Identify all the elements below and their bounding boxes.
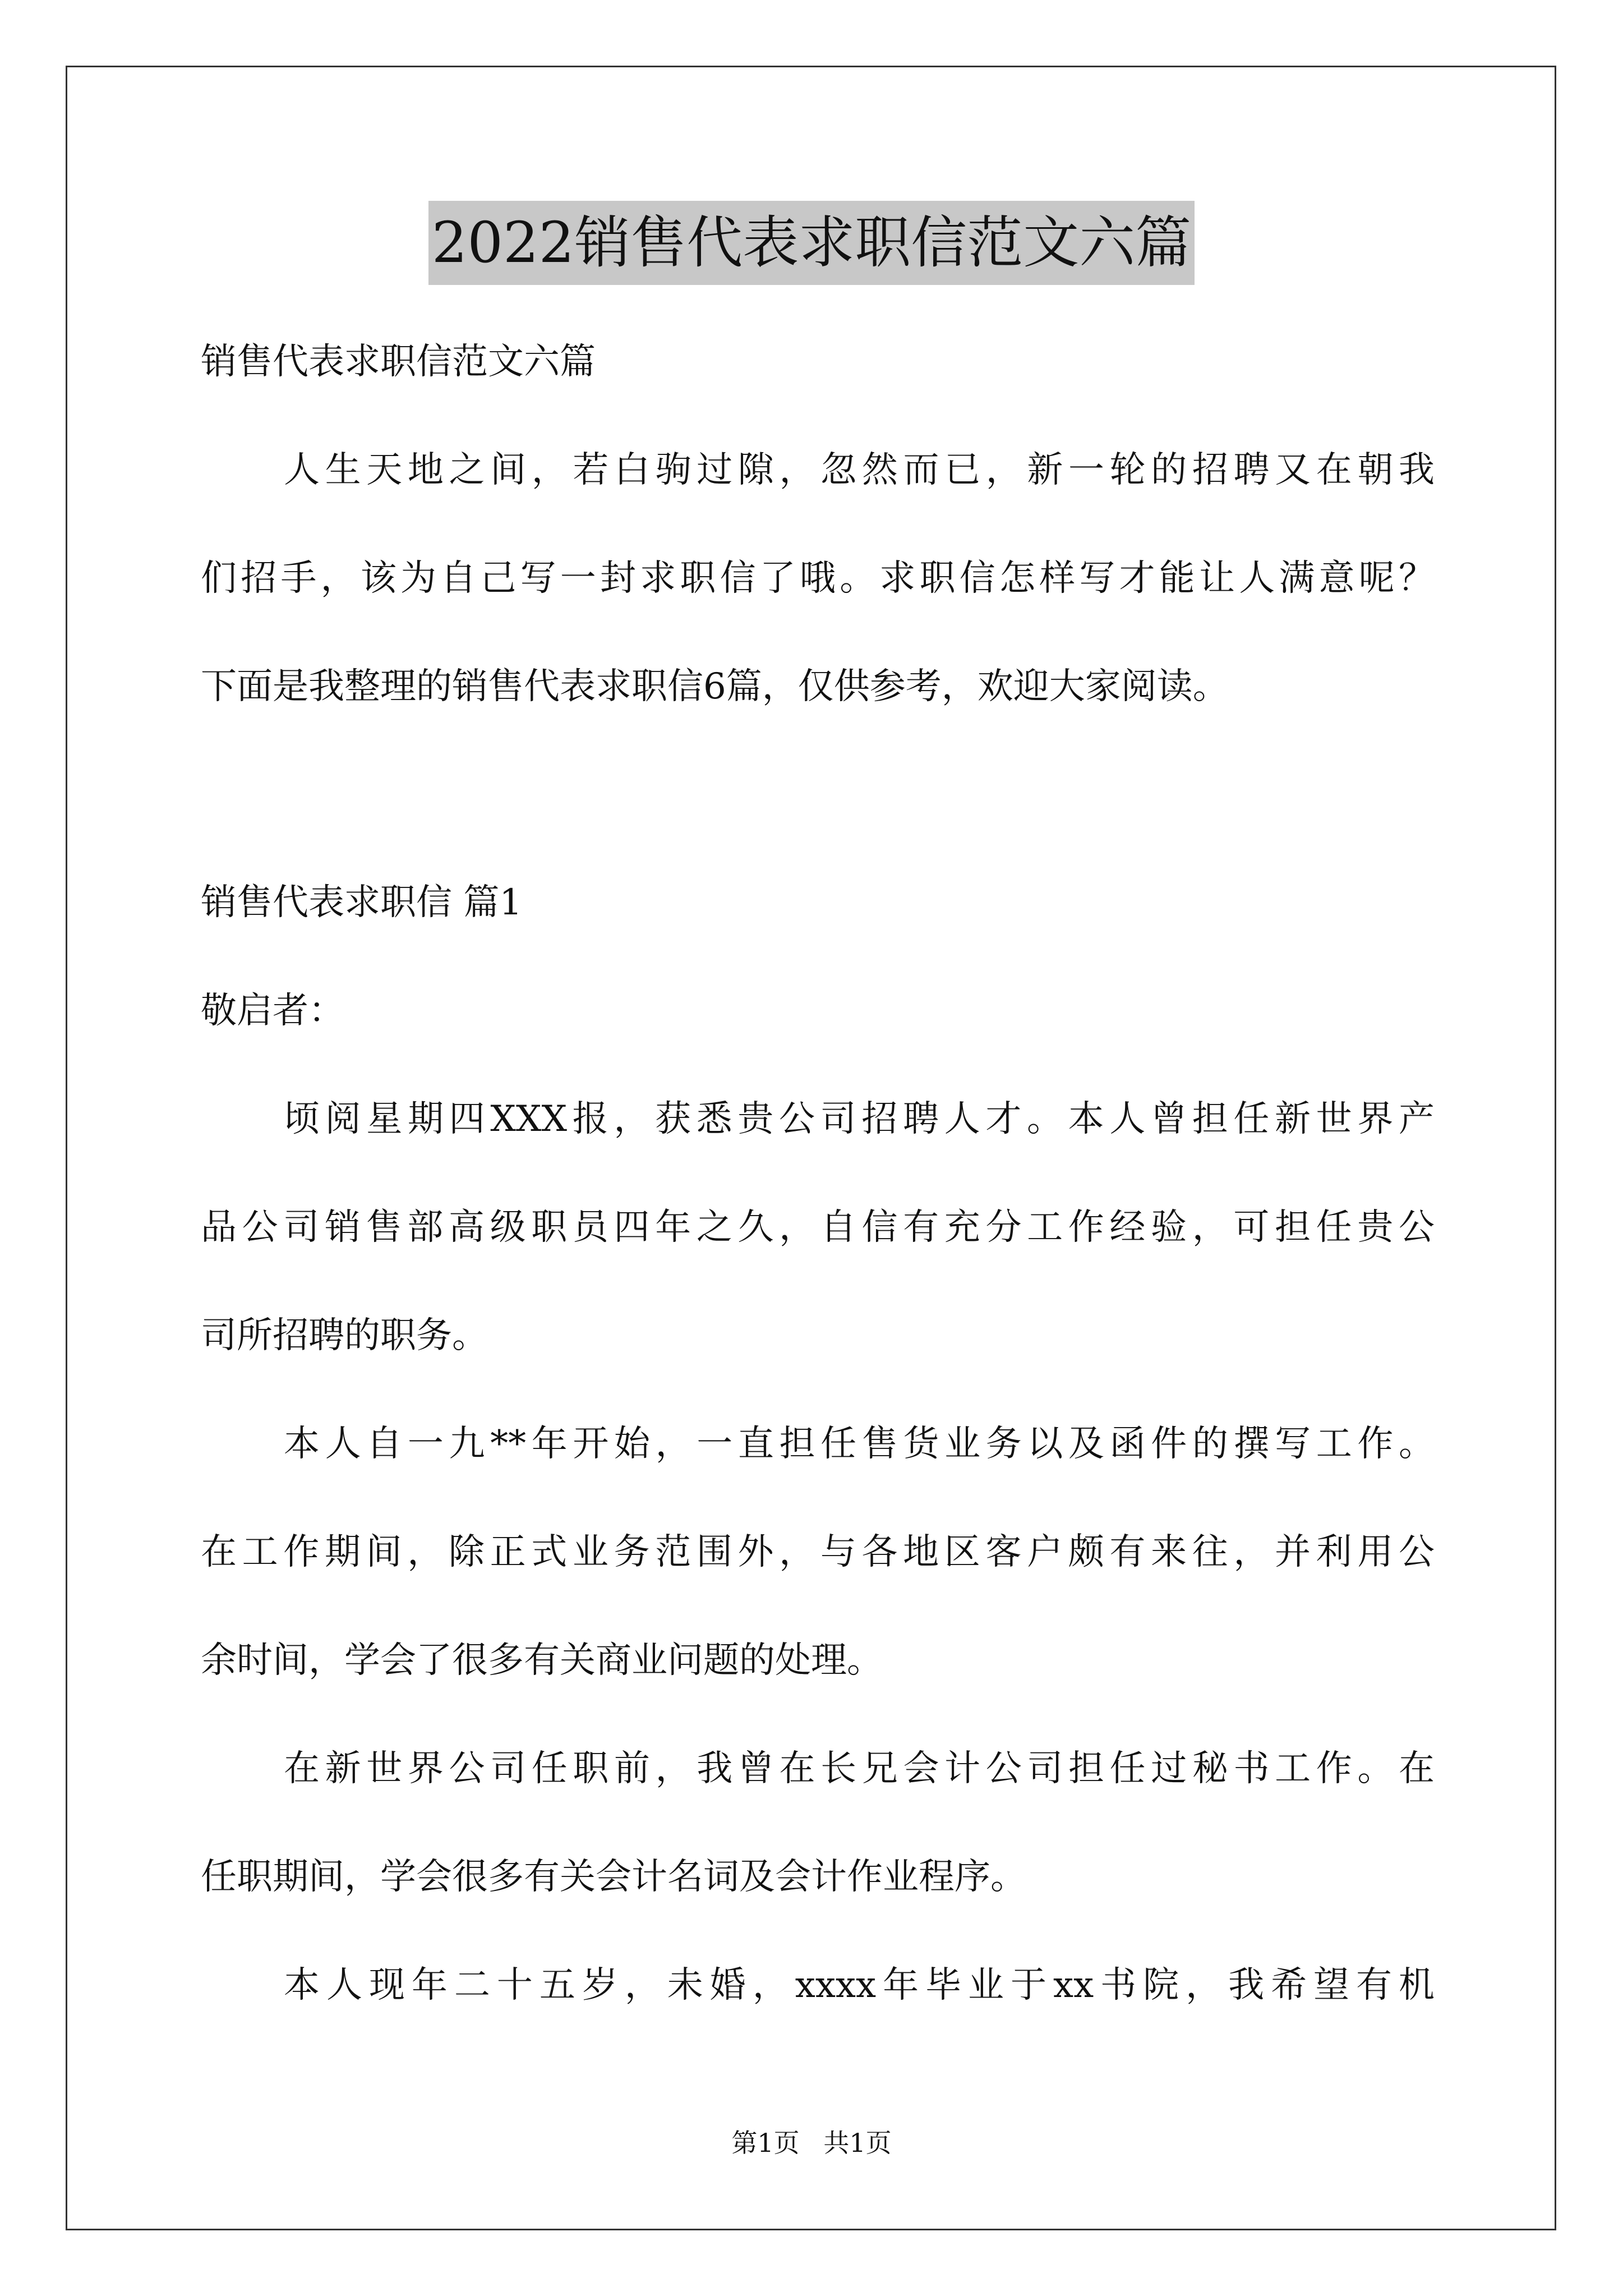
intro-paragraph xyxy=(201,444,1435,714)
title-container xyxy=(0,201,1623,285)
body-paragraph-2 xyxy=(201,1418,1435,1687)
body-paragraph-3 xyxy=(201,1742,1435,1904)
body-paragraph-4 xyxy=(201,1959,1435,2012)
paragraph-line: 顷阅星期四XXX报，获悉贵公司招聘人才。本人曾担任新世界产 xyxy=(284,1098,1435,1140)
paragraph-line: 品公司销售部高级职员四年之久，自信有充分工作经验，可担任贵公 xyxy=(201,1207,1435,1248)
paragraph-line: 本人现年二十五岁，未婚，xxxx年毕业于xx书院，我希望有机 xyxy=(284,1964,1435,2006)
page-number-total: 共1页 xyxy=(823,2128,892,2158)
subtitle: 销售代表求职信范文六篇 xyxy=(201,341,596,383)
paragraph-line: 余时间，学会了很多有关商业问题的处理。 xyxy=(201,1640,883,1681)
salutation: 敬启者： xyxy=(201,990,344,1032)
section-heading: 销售代表求职信 篇1 xyxy=(201,882,523,923)
paragraph-line: 在工作期间，除正式业务范围外，与各地区客户颇有来往，并利用公 xyxy=(201,1531,1435,1573)
body-paragraph-1 xyxy=(201,1093,1435,1363)
paragraph-line: 任职期间，学会很多有关会计名词及会计作业程序。 xyxy=(201,1856,1026,1898)
page-number-current: 第1页 xyxy=(731,2128,800,2158)
paragraph-line: 本人自一九**年开始，一直担任售货业务以及函件的撰写工作。 xyxy=(284,1423,1435,1465)
document-body xyxy=(201,335,1435,2067)
page-footer xyxy=(0,2126,1623,2160)
intro-line: 们招手，该为自己写一封求职信了哦。求职信怎样写才能让人满意呢？ xyxy=(201,558,1435,599)
intro-line: 下面是我整理的销售代表求职信6篇，仅供参考，欢迎大家阅读。 xyxy=(201,666,1229,707)
paragraph-line: 在新世界公司任职前，我曾在长兄会计公司担任过秘书工作。在 xyxy=(284,1748,1435,1789)
document-title: 2022销售代表求职信范文六篇 xyxy=(428,201,1195,285)
intro-line: 人生天地之间，若白驹过隙，忽然而已，新一轮的招聘又在朝我 xyxy=(284,449,1435,491)
paragraph-line: 司所招聘的职务。 xyxy=(201,1315,488,1356)
